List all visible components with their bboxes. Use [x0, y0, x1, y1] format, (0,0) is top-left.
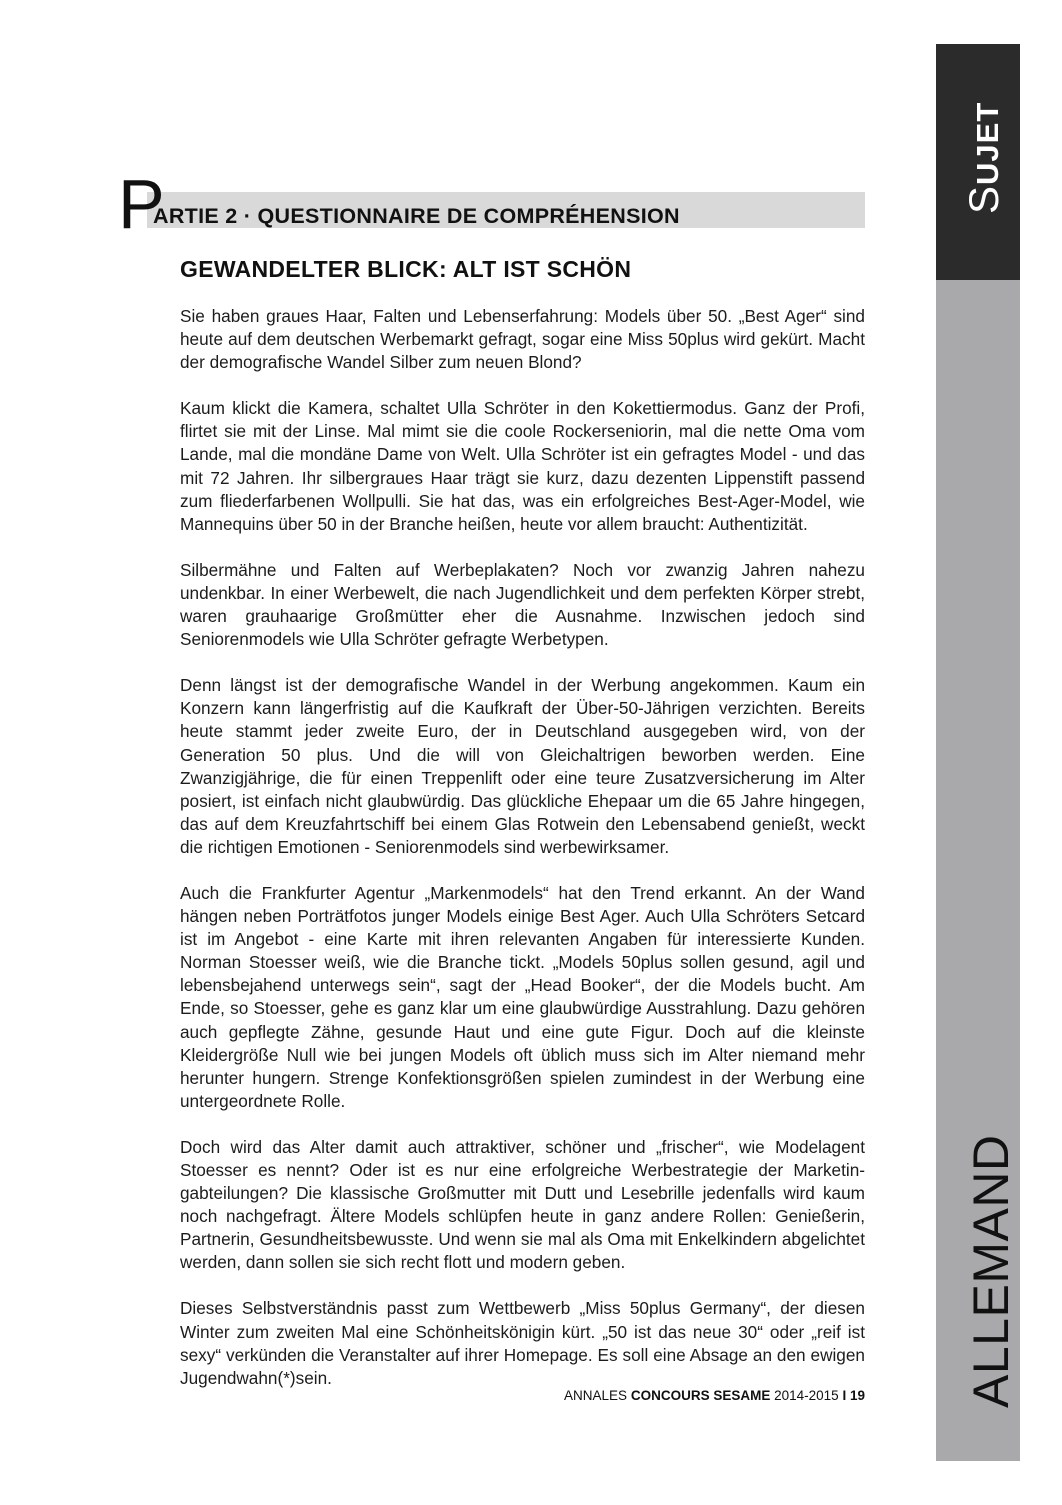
footer-separator: I — [842, 1388, 847, 1403]
article-paragraph: Kaum klickt die Kamera, schaltet Ulla Schröter in den Kokettiermodus. Ganz der Profi, flirtet sie mit der Linse. Mal mimt sie die coole Rockerseniorin, mal die nette Oma vom Lande, mal die mondäne Dame von Welt. Ulla Schröter ist ein gefragtes Model - und das mit 72 Jahren. Ihr silbergraues Haar trägt sie kurz, dazu dezenten Lippenstift passend zum fliederfarbenen Wollpulli. Sie hat das, was ein erfolgreiches Best-Ager-Model, wie Mannequins über 50 in der Branche heißen, heute vor allem braucht: Authentizität. — [180, 398, 865, 534]
article-title: GEWANDELTER BLICK: ALT IST SCHÖN — [180, 256, 632, 282]
article-body — [180, 305, 865, 1413]
article-paragraph: Sie haben graues Haar, Falten und Lebenserfahrung: Models über 50. „Best Ager“ sind heute auf dem deutschen Werbemarkt gefragt, sogar eine Miss 50plus wird gekürt. Macht der demografische Wandel Silber zum neuen Blond? — [180, 306, 865, 373]
article-paragraph: Silbermähne und Falten auf Werbeplakaten? Noch vor zwanzig Jahren nahezu undenkbar. In einer Werbewelt, die nach Jugendlichkeit und dem perfekten Körper strebt, waren grauhaarige Großmütter eher die Ausnahme. Inzwischen jedoch sind Seniorenmodels wie Ulla Schröter gefragte Werbetypen. — [180, 559, 865, 650]
article-paragraph: Auch die Frankfurter Agentur „Markenmodels“ hat den Trend erkannt. An der Wand hängen neben Porträtfotos junger Models einige Best Ager. Auch Ulla Schröters Setcard ist im Angebot - eine Karte mit ihren relevanten Angaben für interessierte Kunden. Norman Stoesser weiß, wie die Branche tickt. „Models 50plus sollen gesund, agil und lebensbejahend unterwegs sein“, sagt der „Head Booker“, der die Models bucht. Am Ende, so Stoesser, gehe es ganz klar um eine glaubwürdige Ausstrahlung. Dazu gehören auch gepflegte Zähne, gesunde Haut und eine gute Figur. Doch auf die kleinste Kleidergröße Null wie bei jungen Models oft üblich muss sich im Alter niemand mehr herunter hungern. Strenge Konfektionsgrößen spielen zumindest in der Werbung eine untergeordnete Rolle. — [180, 882, 865, 1111]
footer-concours: CONCOURS SESAME — [630, 1388, 771, 1403]
page-footer — [526, 1388, 865, 1403]
page-number: 19 — [849, 1388, 865, 1403]
footer-annales: ANNALES — [564, 1388, 628, 1403]
side-tab-label: SUJET — [960, 101, 1007, 214]
section-header-title: ARTIE 2 · QUESTIONNAIRE DE COMPRÉHENSION — [153, 204, 680, 228]
subject-label: ALLEMAND — [963, 1134, 1019, 1408]
section-header-initial: P — [118, 165, 165, 243]
article-paragraph: Doch wird das Alter damit auch attraktiver, schöner und „frischer“, wie Modelagent Stoesser es nennt? Oder ist es nur eine erfolgreiche Werbestrategie der Marketingabteilungen? Die klassische Großmutter mit Dutt und Lesebrille jedenfalls wird kaum noch nachgefragt. Ältere Models schlüpfen heute in ganz andere Rollen: Genießerin, Partnerin, Gesundheitsbewusste. Und wenn sie mal als Oma mit Enkelkindern abgelichtet werden, dann sollen sie sich recht flott und modern geben. — [180, 1136, 865, 1273]
article-paragraph: Denn längst ist der demografische Wandel in der Werbung angekommen. Kaum ein Konzern kann längerfristig auf die Kaufkraft der Über-50-Jährigen verzichten. Bereits heute stammt jeder zweite Euro, der in Deutschland ausgegeben wird, von der Generation 50 plus. Und die will von Gleichaltrigen beworben werden. Eine Zwanzigjährige, die für einen Treppenlift oder eine teure Zusatzversicherung im Alter posiert, ist einfach nicht glaubwürdig. Das glückliche Ehepaar um die 65 Jahre hingegen, das auf dem Kreuzfahrtschiff bei einem Glas Rotwein den Lebensabend genießt, weckt die richtigen Emotionen - Seniorenmodels sind werbewirksamer. — [180, 675, 865, 857]
article-paragraph: Dieses Selbstverständnis passt zum Wettbewerb „Miss 50plus Germany“, der diesen Winter zum zweiten Mal eine Schönheitskönigin kürt. „50 ist das neue 30“ oder „reif ist sexy“ verkünden die Veranstalter auf ihrer Homepage. Es soll eine Absage an den ewigen Jugendwahn(*)sein. — [180, 1298, 865, 1388]
footer-years: 2014-2015 — [774, 1388, 839, 1403]
